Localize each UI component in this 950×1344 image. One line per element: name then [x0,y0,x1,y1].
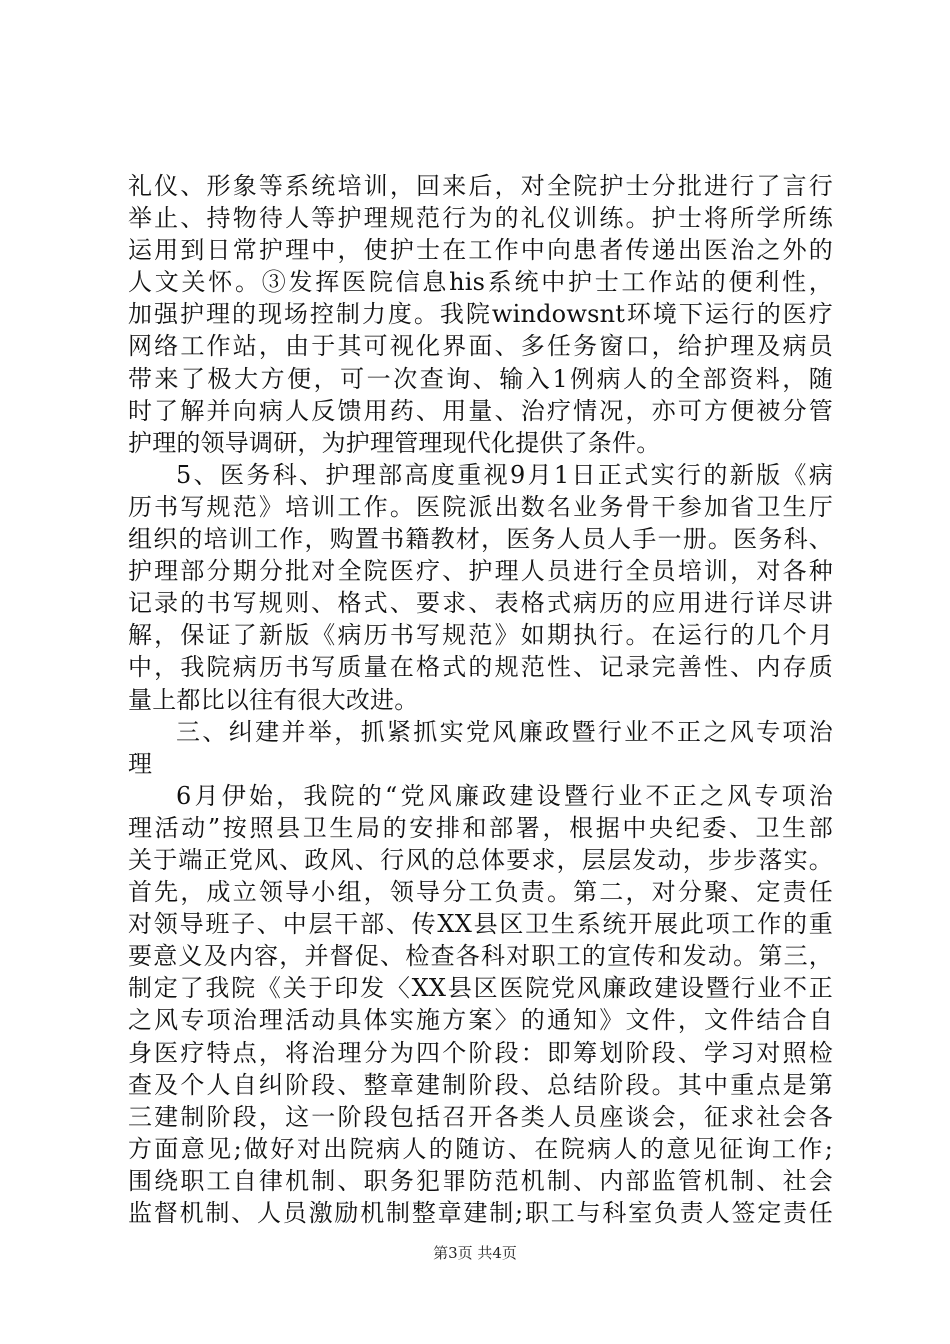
text-line: 中，我院病历书写质量在格式的规范性、记录完善性、内存质 [128,653,833,682]
text-line: 礼仪、形象等系统培训，回来后，对全院护士分批进行了言行 [128,172,833,200]
text-line: 记录的书写规则、格式、要求、表格式病历的应用进行详尽讲 [128,589,833,618]
paragraph-first-line: 5、医务科、护理部高度重视9月1日正式实行的新版《病 [176,460,833,489]
text-line: 之风专项治理活动具体实施方案〉的通知》文件，文件结合自 [128,1006,833,1035]
text-line: 首先，成立领导小组，领导分工负责。第二，对分聚、定责任 [128,878,833,907]
text-line: 时了解并向病人反馈用药、用量、治疗情况，亦可方便被分管 [128,396,833,425]
text-line: 关于端正党风、政风、行风的总体要求，层层发动，步步落实。 [128,845,833,874]
text-line: 护理的领导调研，为护理管理现代化提供了条件。 [128,428,661,457]
text-line: 围绕职工自律机制、职务犯罪防范机制、内部监管机制、社会 [128,1166,833,1195]
text-line: 网络工作站，由于其可视化界面、多任务窗口，给护理及病员 [128,332,833,361]
text-line: 对领导班子、中层干部、传XX县区卫生系统开展此项工作的重 [128,910,833,939]
text-line: 方面意见;做好对出院病人的随访、在院病人的意见征询工作; [128,1134,833,1163]
text-line: 带来了极大方便，可一次查询、输入1例病人的全部资料，随 [128,364,833,393]
text-line: 身医疗特点，将治理分为四个阶段：即筹划阶段、学习对照检 [128,1038,833,1067]
text-line: 量上都比以往有很大改进。 [128,685,419,714]
text-line: 监督机制、人员激励机制整章建制;职工与科室负责人签定责任 [128,1199,833,1227]
text-line: 三建制阶段，这一阶段包括召开各类人员座谈会，征求社会各 [128,1102,833,1131]
text-line: 人文关怀。③发挥医院信息his系统中护士工作站的便利性， [128,268,833,297]
text-line: 查及个人自纠阶段、整章建制阶段、总结阶段。其中重点是第 [128,1070,833,1099]
section-heading: 三、纠建并举，抓紧抓实党风廉政暨行业不正之风专项治 [176,717,833,746]
text-line: 解，保证了新版《病历书写规范》如期执行。在运行的几个月 [128,621,833,650]
section-heading-continued: 理 [128,749,153,778]
text-line: 要意义及内容，并督促、检查各科对职工的宣传和发动。第三， [128,942,833,971]
text-line: 护理部分期分批对全院医疗、护理人员进行全员培训，对各种 [128,557,833,586]
document-body [128,170,833,1229]
text-line: 理活动”按照县卫生局的安排和部署，根据中央纪委、卫生部 [128,813,833,842]
text-line: 举止、持物待人等护理规范行为的礼仪训练。护士将所学所练 [128,204,833,233]
text-line: 制定了我院《关于印发〈XX县区医院党风廉政建设暨行业不正 [128,974,833,1003]
text-line: 加强护理的现场控制力度。我院windowsnt环境下运行的医疗 [128,300,833,329]
page-number-footer: 第3页 共4页 [433,1244,517,1262]
text-line: 组织的培训工作，购置书籍教材，医务人员人手一册。医务科、 [128,525,833,554]
text-line: 历书写规范》培训工作。医院派出数名业务骨干参加省卫生厅 [128,492,833,521]
text-line: 运用到日常护理中，使护士在工作中向患者传递出医治之外的 [128,236,833,265]
paragraph-first-line: 6月伊始，我院的“党风廉政建设暨行业不正之风专项治 [176,781,833,810]
